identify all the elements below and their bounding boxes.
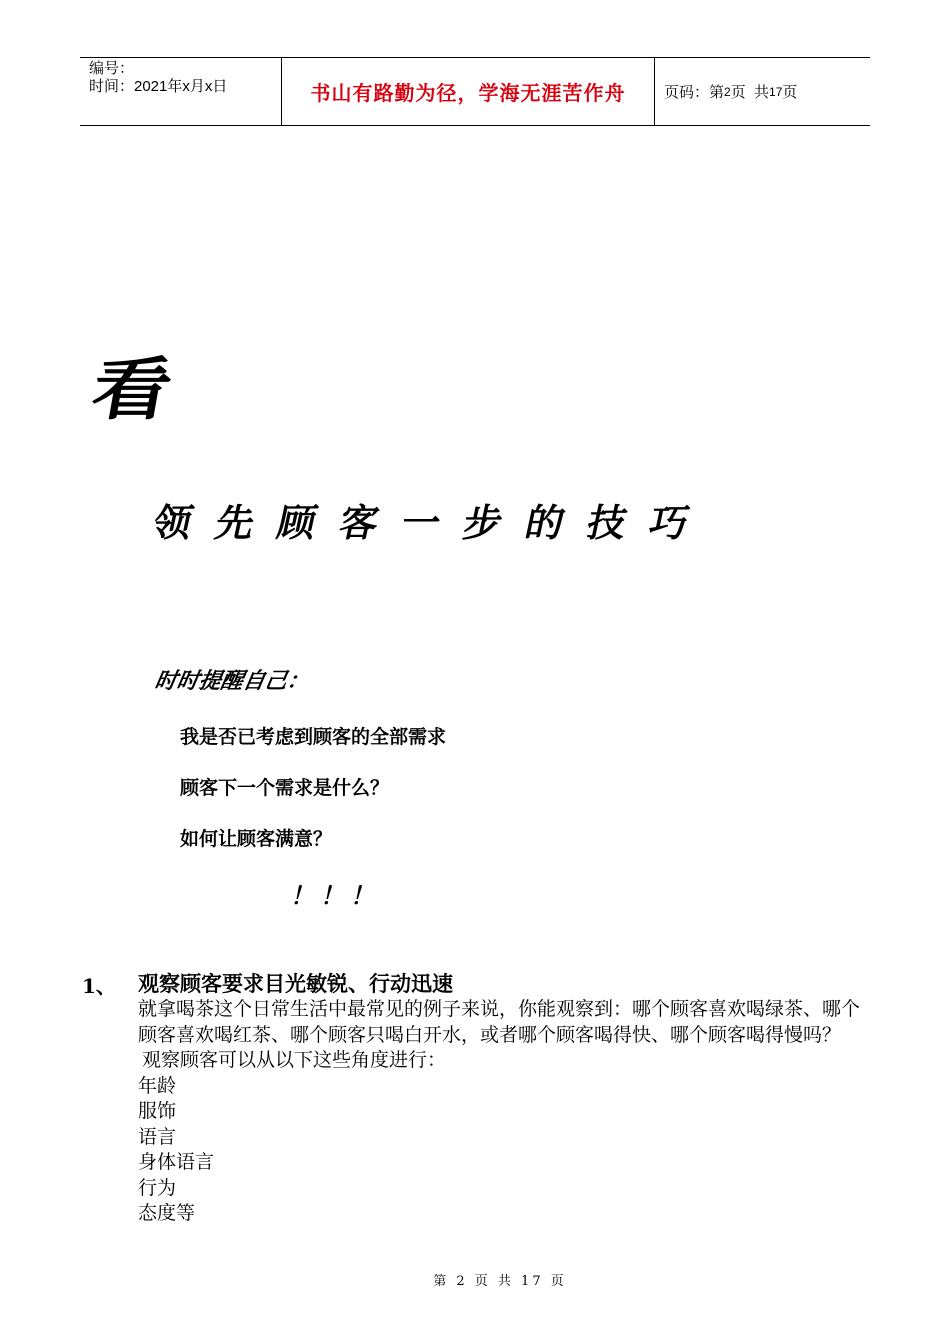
time-label: 时间：2021年x月x日 bbox=[89, 78, 228, 95]
reminder-question: 如何让顾客满意？ bbox=[180, 828, 333, 850]
motto: 书山有路勤为径，学海无涯苦作舟 bbox=[310, 81, 626, 105]
page-footer: 第 2 页 共 17 页 bbox=[433, 1274, 567, 1289]
section-paragraph: 就拿喝茶这个日常生活中最常见的例子来说，你能观察到：哪个顾客喜欢喝绿茶、哪个顾客喜欢喝红茶、哪个顾客只喝白开水，或者哪个顾客喝得快、哪个顾客喝得慢吗？ bbox=[138, 998, 861, 1046]
list-item: 态度等 bbox=[138, 1202, 196, 1224]
subtitle: 领先顾客一步的技巧 bbox=[149, 500, 717, 545]
page-current: 2 bbox=[724, 84, 731, 99]
section-intro: 观察顾客可以从以下这些角度进行： bbox=[142, 1049, 447, 1071]
header-page-cell bbox=[655, 58, 870, 125]
header-motto-cell bbox=[281, 58, 655, 125]
list-item: 年龄 bbox=[138, 1074, 177, 1097]
header-left-cell bbox=[80, 58, 281, 125]
list-item: 语言 bbox=[138, 1125, 177, 1148]
list-item: 身体语言 bbox=[138, 1151, 215, 1173]
page-label-mid: 页 共 bbox=[730, 84, 770, 101]
exclamation-marks: ！！！ bbox=[290, 882, 380, 910]
code-label: 编号： bbox=[89, 60, 135, 77]
section-title: 观察顾客要求目光敏锐、行动迅速 bbox=[138, 972, 453, 996]
reminder-question: 顾客下一个需求是什么？ bbox=[180, 777, 390, 799]
page-label-suffix: 页 bbox=[782, 84, 798, 101]
document-header bbox=[80, 57, 870, 126]
section-number: 1、 bbox=[82, 974, 116, 998]
list-item: 行为 bbox=[138, 1176, 177, 1199]
reminder-heading: 时时提醒自己： bbox=[152, 669, 312, 694]
list-item: 服饰 bbox=[138, 1100, 177, 1122]
section-body bbox=[138, 997, 873, 1227]
page-total: 17 bbox=[769, 84, 783, 99]
page-label-prefix: 页码：第 bbox=[664, 84, 725, 101]
big-title-char: 看 bbox=[85, 350, 179, 430]
reminder-question: 我是否已考虑到顾客的全部需求 bbox=[180, 726, 447, 748]
